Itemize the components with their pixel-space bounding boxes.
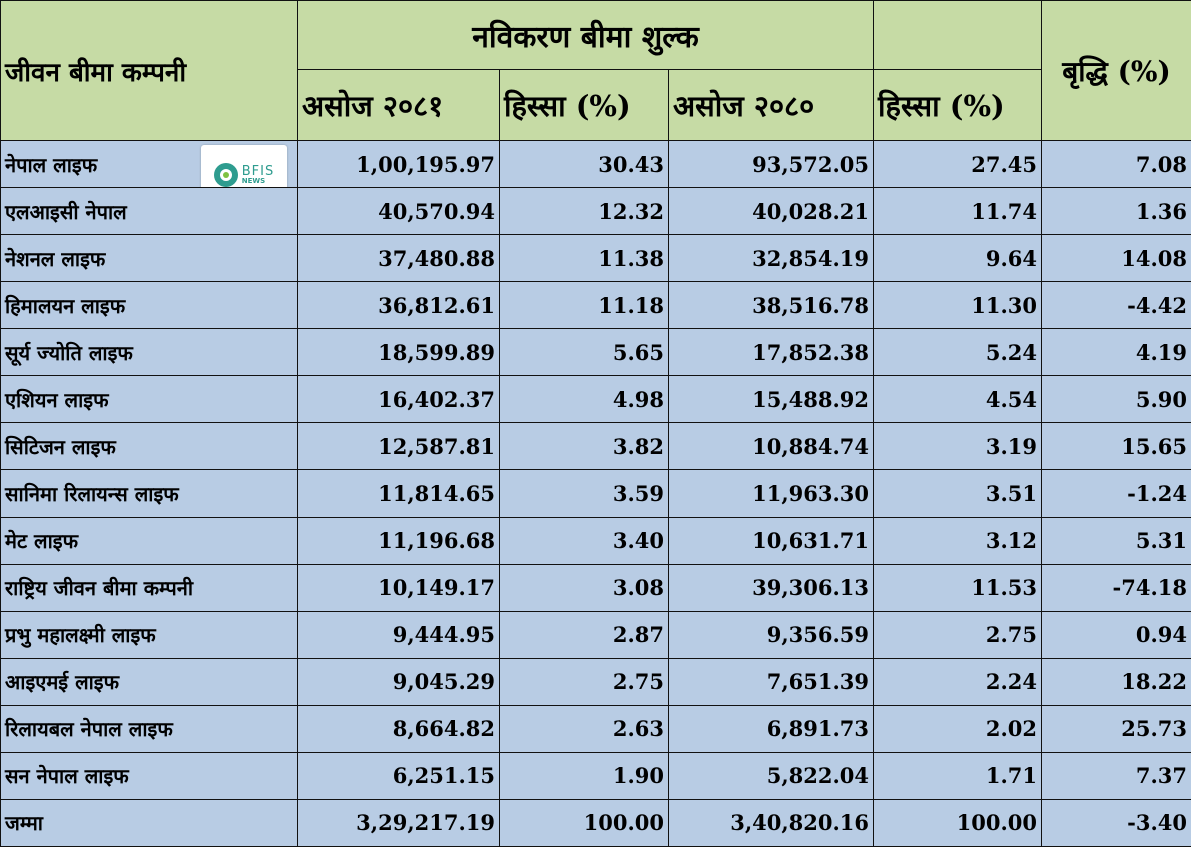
premium-2080: 40,028.21 <box>669 188 874 235</box>
table-row <box>1 329 1191 376</box>
company-name: राष्ट्रिय जीवन बीमा कम्पनी <box>1 564 298 611</box>
premium-2080: 38,516.78 <box>669 282 874 329</box>
share-2080: 4.54 <box>874 376 1042 423</box>
share-2080: 27.45 <box>874 141 1042 188</box>
company-name <box>1 141 298 188</box>
table-row <box>1 376 1191 423</box>
growth-value: 1.36 <box>1042 188 1191 235</box>
share-2080: 2.02 <box>874 705 1042 752</box>
header-renewal-premium: नविकरण बीमा शुल्क <box>298 1 874 70</box>
growth-value: 5.31 <box>1042 517 1191 564</box>
premium-2081: 37,480.88 <box>298 235 500 282</box>
company-name: मेट लाइफ <box>1 517 298 564</box>
total-label: जम्मा <box>1 799 298 846</box>
premium-2081: 12,587.81 <box>298 423 500 470</box>
share-2080: 11.53 <box>874 564 1042 611</box>
premium-2080: 32,854.19 <box>669 235 874 282</box>
share-2080: 9.64 <box>874 235 1042 282</box>
premium-2081: 11,196.68 <box>298 517 500 564</box>
growth-value: 4.19 <box>1042 329 1191 376</box>
table-row <box>1 658 1191 705</box>
growth-value: -1.24 <box>1042 470 1191 517</box>
header-share-2080: हिस्सा (%) <box>874 70 1042 141</box>
company-name: आइएमई लाइफ <box>1 658 298 705</box>
premium-2081: 9,045.29 <box>298 658 500 705</box>
table-row <box>1 705 1191 752</box>
share-2080: 2.75 <box>874 611 1042 658</box>
premium-2081: 40,570.94 <box>298 188 500 235</box>
logo-line2: NEWS <box>241 177 266 186</box>
table-row <box>1 517 1191 564</box>
table-row <box>1 470 1191 517</box>
logo-text <box>242 165 274 185</box>
company-name: हिमालयन लाइफ <box>1 282 298 329</box>
company-name-text: नेपाल लाइफ <box>5 152 98 177</box>
table-row <box>1 282 1191 329</box>
share-2081: 30.43 <box>500 141 669 188</box>
total-share-2080: 100.00 <box>874 799 1042 846</box>
header-share-2081: हिस्सा (%) <box>500 70 669 141</box>
share-2080: 3.51 <box>874 470 1042 517</box>
company-name: सन नेपाल लाइफ <box>1 752 298 799</box>
share-2081: 5.65 <box>500 329 669 376</box>
total-2080: 3,40,820.16 <box>669 799 874 846</box>
premium-2080: 10,631.71 <box>669 517 874 564</box>
company-name: सिटिजन लाइफ <box>1 423 298 470</box>
share-2081: 4.98 <box>500 376 669 423</box>
header-ashoj-2081: असोज २०८१ <box>298 70 500 141</box>
growth-value: 0.94 <box>1042 611 1191 658</box>
share-2080: 3.12 <box>874 517 1042 564</box>
growth-value: 18.22 <box>1042 658 1191 705</box>
header-growth: बृद्धि (%) <box>1042 1 1191 141</box>
growth-value: 7.08 <box>1042 141 1191 188</box>
share-2080: 11.30 <box>874 282 1042 329</box>
table-row <box>1 141 1191 188</box>
table-row <box>1 564 1191 611</box>
premium-2081: 36,812.61 <box>298 282 500 329</box>
share-2081: 3.59 <box>500 470 669 517</box>
header-blank <box>874 1 1042 70</box>
company-name: एलआइसी नेपाल <box>1 188 298 235</box>
share-2081: 2.63 <box>500 705 669 752</box>
growth-value: 25.73 <box>1042 705 1191 752</box>
premium-2080: 11,963.30 <box>669 470 874 517</box>
share-2081: 2.87 <box>500 611 669 658</box>
premium-2081: 1,00,195.97 <box>298 141 500 188</box>
company-name: प्रभु महालक्ष्मी लाइफ <box>1 611 298 658</box>
premium-2080: 9,356.59 <box>669 611 874 658</box>
growth-value: 5.90 <box>1042 376 1191 423</box>
company-name: एशियन लाइफ <box>1 376 298 423</box>
total-2081: 3,29,217.19 <box>298 799 500 846</box>
growth-value: 14.08 <box>1042 235 1191 282</box>
premium-2080: 39,306.13 <box>669 564 874 611</box>
share-2081: 11.38 <box>500 235 669 282</box>
company-name: सानिमा रिलायन्स लाइफ <box>1 470 298 517</box>
bfis-news-logo <box>201 145 287 188</box>
company-name: नेशनल लाइफ <box>1 235 298 282</box>
premium-2081: 9,444.95 <box>298 611 500 658</box>
share-2081: 2.75 <box>500 658 669 705</box>
premium-2080: 15,488.92 <box>669 376 874 423</box>
header-ashoj-2080: असोज २०८० <box>669 70 874 141</box>
total-growth: -3.40 <box>1042 799 1191 846</box>
premium-2081: 18,599.89 <box>298 329 500 376</box>
table-row <box>1 188 1191 235</box>
premium-2081: 11,814.65 <box>298 470 500 517</box>
share-2080: 2.24 <box>874 658 1042 705</box>
bfis-logo-icon <box>214 163 238 187</box>
premium-2080: 6,891.73 <box>669 705 874 752</box>
premium-2080: 17,852.38 <box>669 329 874 376</box>
share-2081: 12.32 <box>500 188 669 235</box>
premium-2080: 7,651.39 <box>669 658 874 705</box>
table-row <box>1 752 1191 799</box>
share-2080: 11.74 <box>874 188 1042 235</box>
share-2081: 1.90 <box>500 752 669 799</box>
share-2080: 3.19 <box>874 423 1042 470</box>
share-2080: 1.71 <box>874 752 1042 799</box>
premium-2081: 6,251.15 <box>298 752 500 799</box>
growth-value: 7.37 <box>1042 752 1191 799</box>
total-share-2081: 100.00 <box>500 799 669 846</box>
premium-2081: 8,664.82 <box>298 705 500 752</box>
premium-2080: 5,822.04 <box>669 752 874 799</box>
share-2081: 3.40 <box>500 517 669 564</box>
table-row <box>1 423 1191 470</box>
table-row <box>1 235 1191 282</box>
growth-value: -74.18 <box>1042 564 1191 611</box>
total-row <box>1 799 1191 846</box>
premium-2080: 10,884.74 <box>669 423 874 470</box>
premium-2080: 93,572.05 <box>669 141 874 188</box>
company-name: रिलायबल नेपाल लाइफ <box>1 705 298 752</box>
logo-line1: BFIS <box>241 164 275 180</box>
share-2080: 5.24 <box>874 329 1042 376</box>
company-name: सूर्य ज्योति लाइफ <box>1 329 298 376</box>
premium-2081: 10,149.17 <box>298 564 500 611</box>
share-2081: 3.82 <box>500 423 669 470</box>
share-2081: 3.08 <box>500 564 669 611</box>
growth-value: 15.65 <box>1042 423 1191 470</box>
table-body <box>1 141 1191 800</box>
share-2081: 11.18 <box>500 282 669 329</box>
growth-value: -4.42 <box>1042 282 1191 329</box>
header-company: जीवन बीमा कम्पनी <box>1 1 298 141</box>
premium-2081: 16,402.37 <box>298 376 500 423</box>
table-row <box>1 611 1191 658</box>
